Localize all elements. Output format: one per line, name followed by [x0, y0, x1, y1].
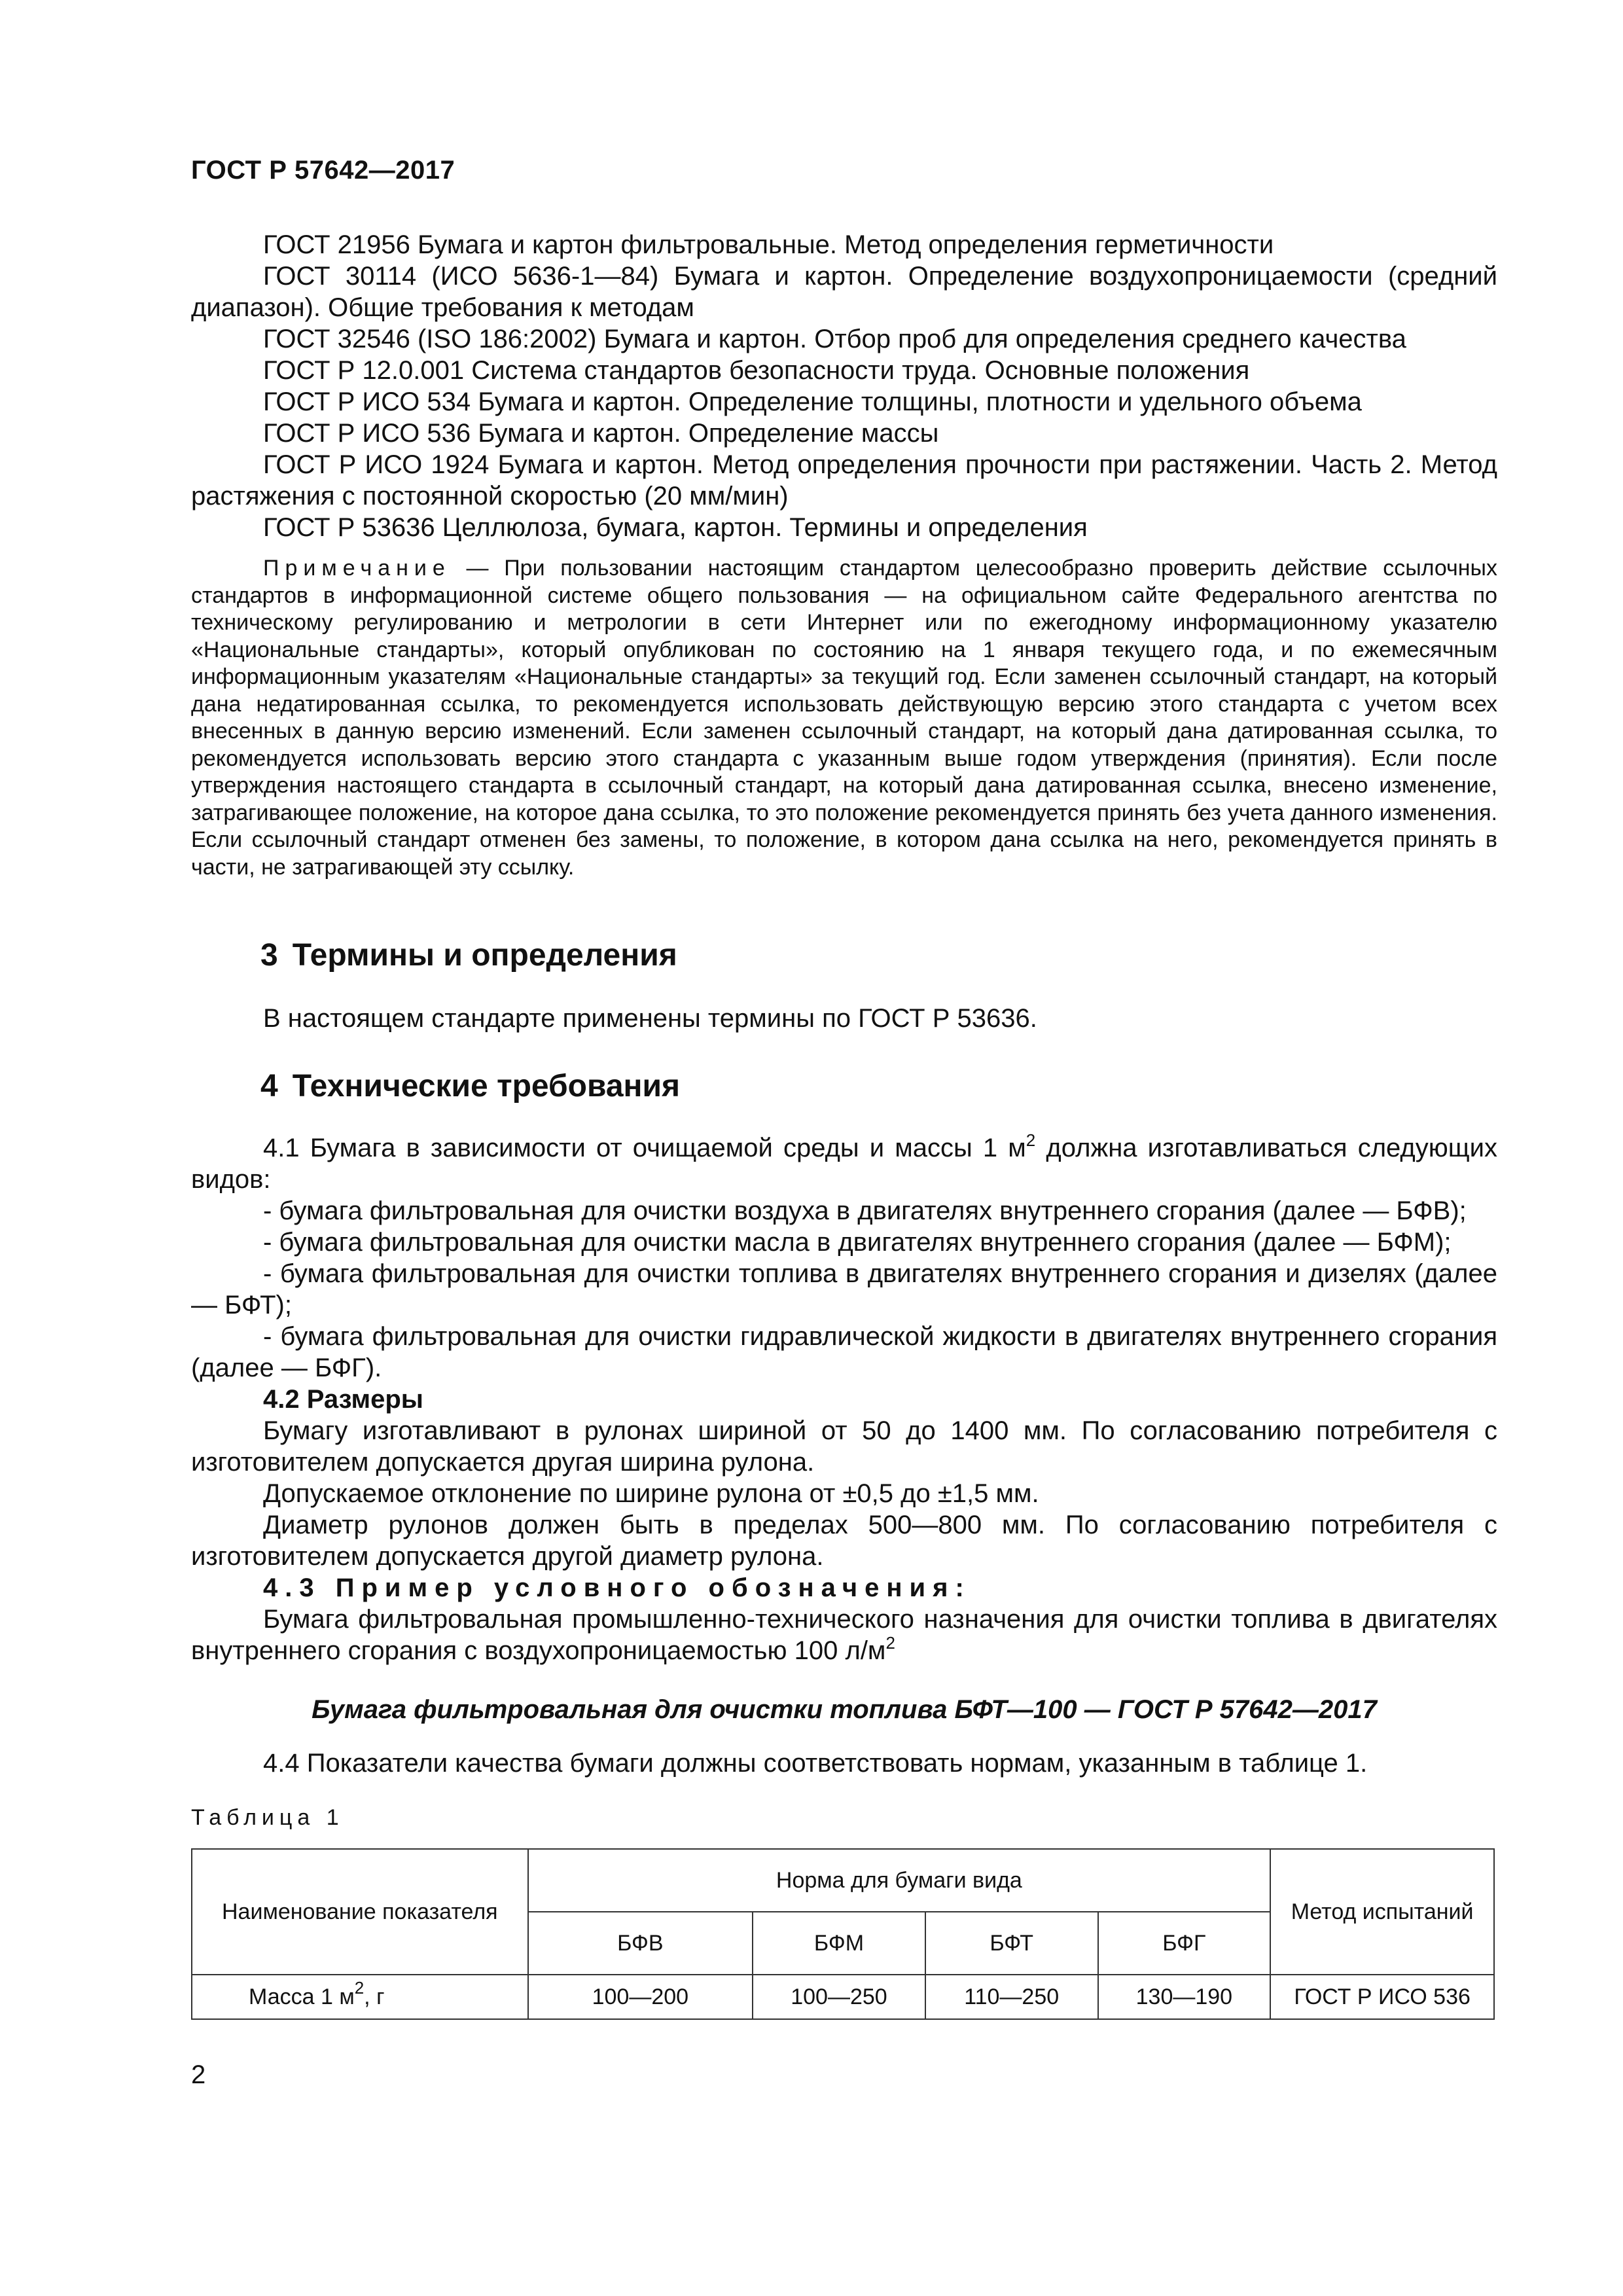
- row-name: Масса 1 $м^2$, г: [192, 1975, 528, 2019]
- header-type-bfg: БФГ: [1098, 1912, 1271, 1975]
- normative-references-list: [191, 229, 1497, 543]
- header-norm: Норма для бумаги вида: [528, 1849, 1271, 1912]
- quality-table: [191, 1848, 1495, 2020]
- paragraph-4-2: Допускаемое отклонение по ширине рулона от ±0,5 до ±1,5 мм.: [263, 1479, 1039, 1508]
- reference-item: ГОСТ 32546 (ISO 186:2002) Бумага и картон. Отбор проб для определения среднего качества: [263, 325, 1406, 353]
- cell-method: ГОСТ Р ИСО 536: [1270, 1975, 1494, 2019]
- section-3-text: В настоящем стандарте применены термины по ГОСТ Р 53636.: [263, 1004, 1037, 1033]
- section-4-heading: [260, 1068, 680, 1104]
- cell-bfg: 130—190: [1098, 1975, 1271, 2019]
- subsection-4-3-heading: 4.3 Пример условного обозначения:: [263, 1573, 971, 1602]
- cell-bfm: 100—250: [753, 1975, 925, 2019]
- reference-item: ГОСТ 30114 (ИСО 5636-1—84) Бумага и картон. Определение воздухопроницаемости (средний диапазон). Общие требования к методам: [191, 262, 1497, 322]
- designation-example: Бумага фильтровальная для очистки топлива БФТ—100 — ГОСТ Р 57642—2017: [312, 1695, 1377, 1724]
- section-4-body: [191, 1132, 1497, 1666]
- paragraph-4-3: Бумага фильтровальная промышленно-технического назначения для очистки топлива в двигателях внутреннего сгорания с воздухопроницаемостью 100 $л/м^2$: [191, 1605, 1497, 1665]
- paragraph-4-1: 4.1 Бумага в зависимости от очищаемой среды и массы 1 $м^2$ должна изготавливаться следующих видов:: [191, 1130, 1497, 1194]
- paragraph-4-4: 4.4 Показатели качества бумаги должны соответствовать нормам, указанным в таблице 1.: [263, 1749, 1368, 1778]
- table-caption: Таблица 1: [191, 1805, 344, 1830]
- reference-item: ГОСТ Р ИСО 1924 Бумага и картон. Метод определения прочности при растяжении. Часть 2. Метод растяжения с постоянной скоростью (20 мм/мин): [191, 450, 1497, 511]
- document-header: ГОСТ Р 57642—2017: [191, 156, 455, 185]
- reference-item: ГОСТ Р ИСО 534 Бумага и картон. Определение толщины, плотности и удельного объема: [263, 387, 1362, 416]
- paragraph-4-2: Диаметр рулонов должен быть в пределах 500—800 мм. По согласованию потребителя с изготовителем допускается другой диаметр рулона.: [191, 1511, 1497, 1571]
- subsection-4-2-heading: 4.2 Размеры: [263, 1385, 423, 1414]
- header-test-method: Метод испытаний: [1270, 1849, 1494, 1975]
- reference-item: ГОСТ Р ИСО 536 Бумага и картон. Определение массы: [263, 419, 939, 448]
- list-item: - бумага фильтровальная для очистки гидравлической жидкости в двигателях внутреннего сгорания (далее — БФГ).: [191, 1322, 1497, 1382]
- header-type-bfv: БФВ: [528, 1912, 753, 1975]
- reference-item: ГОСТ 21956 Бумага и картон фильтровальные. Метод определения герметичности: [263, 230, 1274, 259]
- cell-bft: 110—250: [925, 1975, 1098, 2019]
- list-item: - бумага фильтровальная для очистки масла в двигателях внутреннего сгорания (далее — БФМ);: [263, 1228, 1452, 1257]
- section-4-title: Технические требования: [292, 1069, 681, 1103]
- cell-bfv: 100—200: [528, 1975, 753, 2019]
- page-number: 2: [191, 2060, 206, 2089]
- note-label: Примечание: [263, 556, 451, 581]
- list-item: - бумага фильтровальная для очистки воздуха в двигателях внутреннего сгорания (далее — БФВ);: [263, 1196, 1467, 1225]
- list-item: - бумага фильтровальная для очистки топлива в двигателях внутреннего сгорания и дизелях (далее — БФТ);: [191, 1259, 1497, 1319]
- note-block: [191, 555, 1497, 881]
- section-3-heading: [260, 937, 677, 973]
- reference-item: ГОСТ Р 12.0.001 Система стандартов безопасности труда. Основные положения: [263, 356, 1250, 385]
- reference-item: ГОСТ Р 53636 Целлюлоза, бумага, картон. Термины и определения: [263, 513, 1088, 542]
- header-indicator-name: Наименование показателя: [192, 1849, 528, 1975]
- section-3-number: 3: [260, 938, 278, 973]
- paragraph-4-4-block: [191, 1748, 1497, 1779]
- note-text: — При пользовании настоящим стандартом целесообразно проверить действие ссылочных стандартов в информационной системе общего пользования — на официальном сайте Федерального агентства по техническому регулированию и метрологии в сети Интернет или по ежегодному информационному указателю «Национальные стандарты», который опубликован по состоянию на 1 января текущего года, и по ежемесячным информационным указателям «Национальные стандарты» за текущий год. Если заменен ссылочный стандарт, на который дана недатированная ссылка, то рекомендуется использовать действующую версию этого стандарта с учетом всех внесенных в данную версию изменений. Если заменен ссылочный стандарт, на который дана датированная ссылка, то рекомендуется использовать версию этого стандарта с указанным выше годом утверждения (принятия). Если после утверждения настоящего стандарта в ссылочный стандарт, на который дана датированная ссылка, внесено изменение, затрагивающее положение, на которое дана ссылка, то это положение рекомендуется принять без учета данного изменения. Если ссылочный стандарт отменен без замены, то положение, в котором дана ссылка на него, рекомендуется принять в части, не затрагивающей эту ссылку.: [191, 556, 1497, 880]
- section-4-number: 4: [260, 1069, 278, 1103]
- header-type-bfm: БФМ: [753, 1912, 925, 1975]
- section-3-body: [191, 1003, 1497, 1034]
- header-type-bft: БФТ: [925, 1912, 1098, 1975]
- table-row: [192, 1975, 1494, 2019]
- paragraph-4-2: Бумагу изготавливают в рулонах шириной от 50 до 1400 мм. По согласованию потребителя с изготовителем допускается другая ширина рулона.: [191, 1416, 1497, 1477]
- section-3-title: Термины и определения: [292, 938, 677, 973]
